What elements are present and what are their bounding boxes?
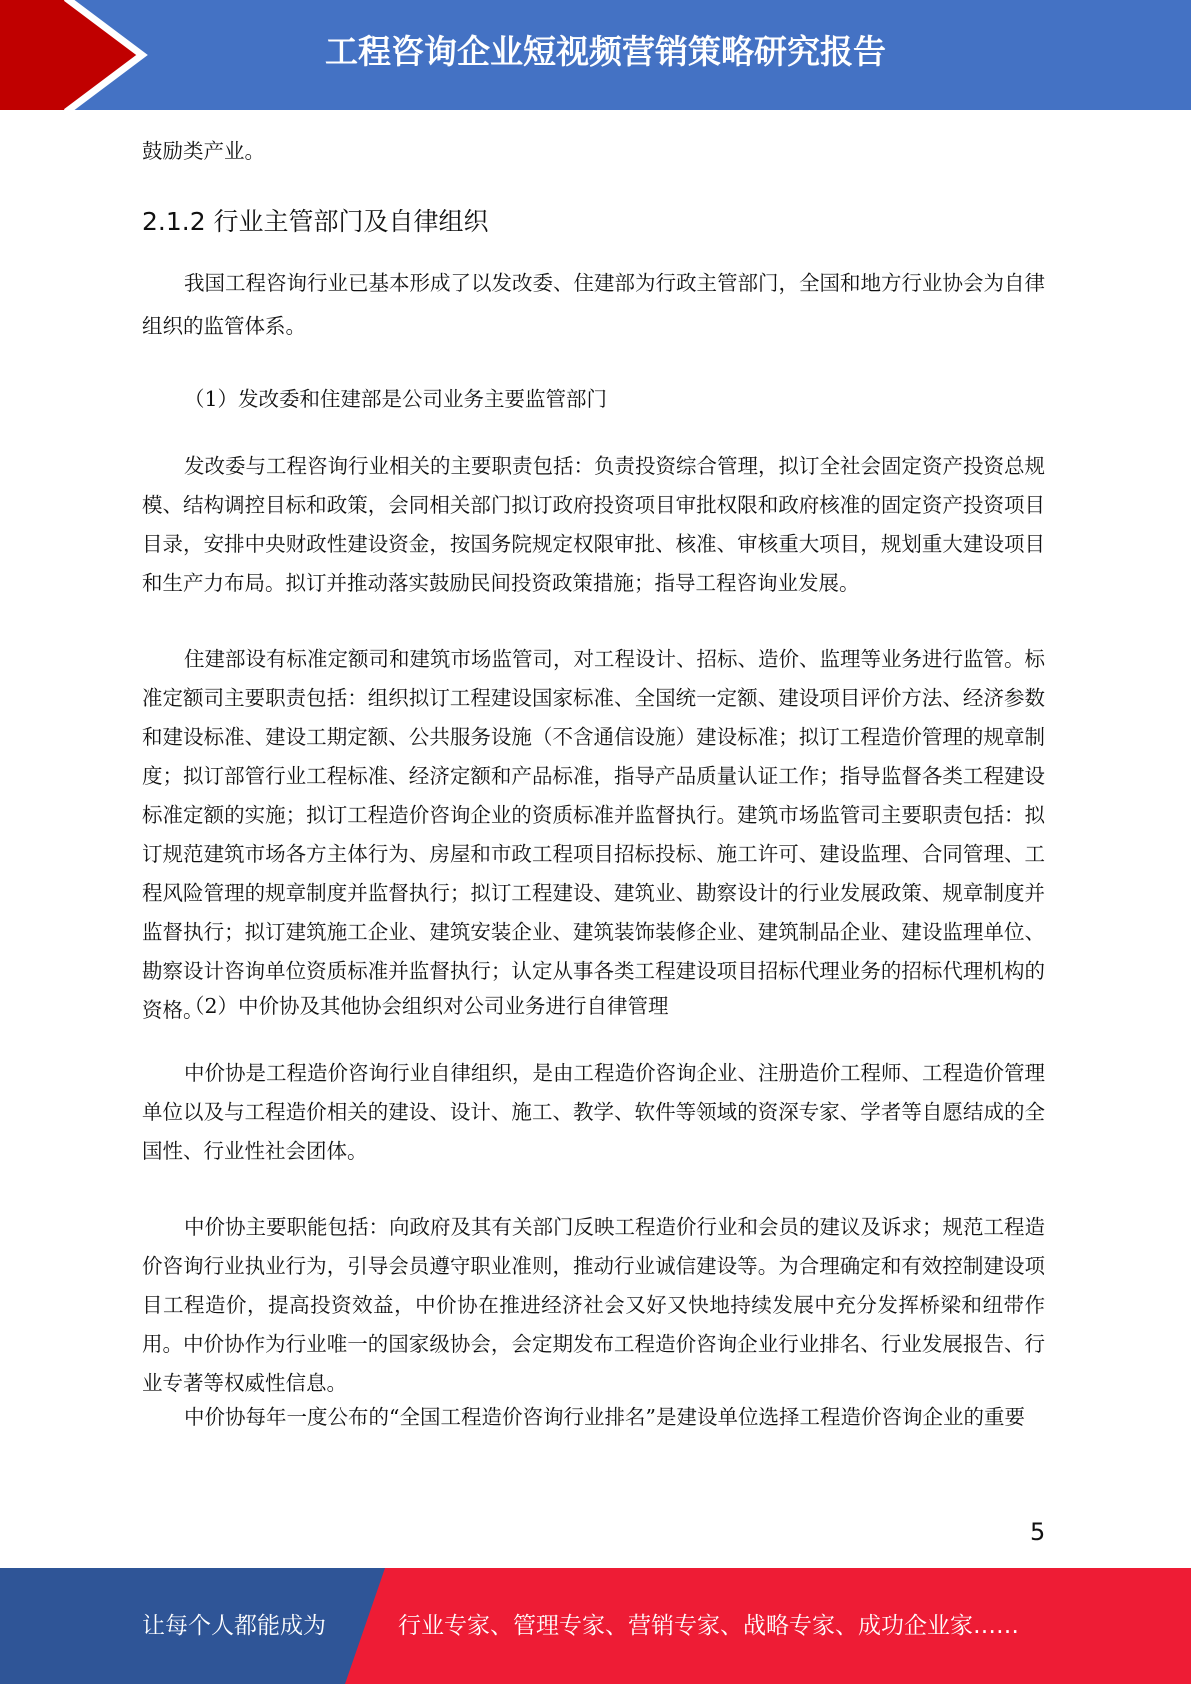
footer-slogan-left: 让每个人都能成为 <box>142 1613 326 1639</box>
paragraph: 发改委与工程咨询行业相关的主要职责包括：负责投资综合管理，拟订全社会固定资产投资总规模、结构调控目标和政策，会同相关部门拟订政府投资项目审批权限和政府核准的固定资产投资项目目录，安排中央财政性建设资金，按国务院规定权限审批、核准、审核重大项目，规划重大建设项目和生产力布局。拟订并推动落实鼓励民间投资政策措施；指导工程咨询业发展。 <box>142 454 1045 595</box>
paragraph: 住建部设有标准定额司和建筑市场监管司，对工程设计、招标、造价、监理等业务进行监管。标准定额司主要职责包括：组织拟订工程建设国家标准、全国统一定额、建设项目评价方法、经济参数和建设标准、建设工期定额、公共服务设施（不含通信设施）建设标准；拟订工程造价管理的规章制度；拟订部管行业工程标准、经济定额和产品标准，指导产品质量认证工作；指导监督各类工程建设标准定额的实施；拟订工程造价咨询企业的资质标准并监督执行。建筑市场监管司主要职责包括：拟订规范建筑市场各方主体行为、房屋和市政工程项目招标投标、施工许可、建设监理、合同管理、工程风险管理的规章制度并监督执行；拟订工程建设、建筑业、勘察设计的行业发展政策、规章制度并监督执行；拟订建筑施工企业、建筑安装企业、建筑装饰装修企业、建筑制品企业、建设监理单位、勘察设计咨询单位资质标准并监督执行；认定从事各类工程建设项目招标代理业务的招标代理机构的资格。 <box>142 647 1045 1022</box>
paragraph: 我国工程咨询行业已基本形成了以发改委、住建部为行政主管部门，全国和地方行业协会为自律组织的监管体系。 <box>142 271 1045 338</box>
section-heading: 2.1.2 行业主管部门及自律组织 <box>142 207 489 236</box>
paragraph: 中价协每年一度公布的“全国工程造价咨询行业排名”是建设单位选择工程造价咨询企业的重要 <box>184 1405 1025 1429</box>
footer-slogan-right: 行业专家、管理专家、营销专家、战略专家、成功企业家…… <box>398 1613 1019 1639</box>
page-number: 5 <box>1030 1518 1046 1546</box>
subheading: （1）发改委和住建部是公司业务主要监管部门 <box>184 387 608 411</box>
page-header <box>0 0 1191 110</box>
paragraph: 中价协主要职能包括：向政府及其有关部门反映工程造价行业和会员的建议及诉求；规范工程造价咨询行业执业行为，引导会员遵守职业准则，推动行业诚信建设等。为合理确定和有效控制建设项目工程造价，提高投资效益，中价协在推进经济社会又好又快地持续发展中充分发挥桥梁和纽带作用。中价协作为行业唯一的国家级协会，会定期发布工程造价咨询企业行业排名、行业发展报告、行业专著等权威性信息。 <box>142 1215 1045 1395</box>
subheading: （2）中价协及其他协会组织对公司业务进行自律管理 <box>184 994 669 1018</box>
paragraph-continuation: 鼓励类产业。 <box>142 139 265 163</box>
document-title: 工程咨询企业短视频营销策略研究报告 <box>325 32 886 71</box>
paragraph: 中价协是工程造价咨询行业自律组织，是由工程造价咨询企业、注册造价工程师、工程造价管理单位以及与工程造价相关的建设、设计、施工、教学、软件等领域的资深专家、学者等自愿结成的全国性、行业性社会团体。 <box>142 1061 1045 1163</box>
